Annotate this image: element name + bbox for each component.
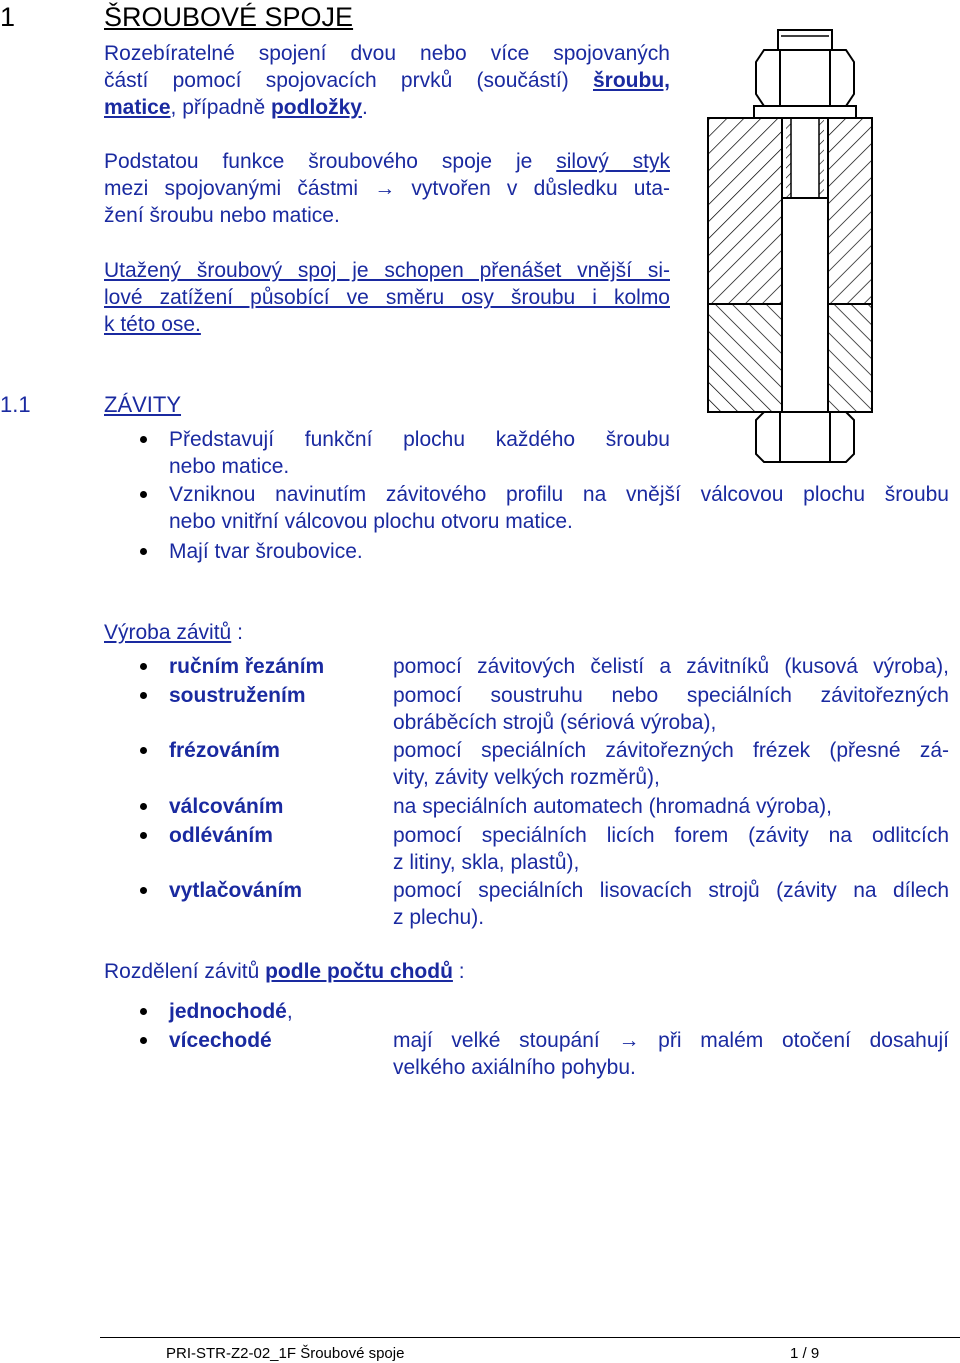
heading2-title: ZÁVITY — [104, 392, 182, 417]
para3-line-1: Utažený šroubový spoj je schopen přenášet vnější si- — [104, 259, 670, 282]
footer-document-id: PRI-STR-Z2-02_1F Šroubové spoje — [166, 1345, 405, 1362]
zavity-bullet-2-line-2: nebo vnitřní válcovou plochu otvoru matice. — [169, 510, 573, 533]
bolt-head — [756, 412, 854, 462]
vyroba-term: soustružením — [169, 684, 306, 707]
vyroba-desc-line-2: obráběcích strojů (sériová výroba), — [393, 711, 717, 734]
bullet-dot — [140, 436, 147, 443]
term-silovy-styk: silový styk — [556, 150, 670, 173]
vyroba-desc-line-2: z litiny, skla, plastů), — [393, 851, 580, 874]
intro-line-3: matice, případně podložky. — [104, 96, 368, 119]
upper-plate-left — [708, 118, 782, 304]
vyroba-desc-line-1: na speciálních automatech (hromadná výroba), — [393, 795, 832, 818]
heading1-number: 1 — [0, 2, 16, 32]
vyroba-term: válcováním — [169, 795, 284, 818]
intro-line-1: Rozebíratelné spojení dvou nebo více spojovaných — [104, 42, 670, 65]
washer — [754, 106, 856, 118]
zavity-bullet-1-line-1: Představují funkční plochu každého šroubu — [169, 428, 670, 451]
bullet-dot — [140, 747, 147, 754]
bullet-dot — [140, 803, 147, 810]
footer-rule — [100, 1337, 960, 1338]
rozdeleni-item-2-term: vícechodé — [169, 1029, 272, 1052]
intro-line-2: částí pomocí spojovacích prvků (součástí) šroubu, — [104, 69, 670, 92]
vyroba-desc-line-1: pomocí speciálních licích forem (závity na odlitcích — [393, 824, 949, 847]
bullet-dot — [140, 548, 147, 555]
rozdeleni-heading: Rozdělení závitů podle počtu chodů : — [104, 960, 465, 983]
heading2-number: 1.1 — [0, 392, 31, 417]
para2-line-2: mezi spojovanými částmi → vytvořen v důsledku uta- — [104, 177, 670, 200]
para3-line-2: lové zatížení působící ve směru osy šroubu i kolmo — [104, 286, 670, 309]
vyroba-term: vytlačováním — [169, 879, 303, 902]
bullet-dot — [140, 491, 147, 498]
lower-plate-left — [708, 304, 782, 412]
vyroba-desc-line-2: z plechu). — [393, 906, 485, 929]
bullet-dot — [140, 663, 147, 670]
rozdeleni-desc-line-1: mají velké stoupání → při malém otočení dosahují — [393, 1029, 949, 1052]
para2-line-3: žení šroubu nebo matice. — [104, 204, 340, 227]
bullet-dot — [140, 692, 147, 699]
para3-line-3: k této ose. — [104, 313, 201, 336]
term-matice: matice — [104, 96, 171, 119]
vyroba-desc-line-2: vity, závity velkých rozměrů), — [393, 766, 660, 789]
nut — [756, 50, 854, 106]
term-podlozky: podložky — [270, 96, 362, 119]
bullet-dot — [140, 1008, 147, 1015]
footer-page-number: 1 / 9 — [790, 1345, 820, 1362]
term-sroubu: šroubu, — [593, 69, 670, 92]
para2-line-1: Podstatou funkce šroubového spoje je silový styk — [104, 150, 670, 173]
vyroba-heading: Výroba závitů : — [104, 621, 243, 644]
upper-plate-right — [828, 118, 872, 304]
vyroba-term: frézováním — [169, 739, 280, 762]
vyroba-term: ručním řezáním — [169, 655, 325, 678]
bullet-dot — [140, 1037, 147, 1044]
bolt-end — [778, 30, 832, 50]
zavity-bullet-2-line-1: Vzniknou navinutím závitového profilu na vnější válcovou plochu šroubu — [169, 483, 949, 506]
term-podle-poctu-chodu: podle počtu chodů — [265, 960, 453, 983]
rozdeleni-desc-line-2: velkého axiálního pohybu. — [393, 1056, 636, 1079]
zavity-bullet-3: Mají tvar šroubovice. — [169, 540, 363, 563]
vyroba-desc-line-1: pomocí soustruhu nebo speciálních závitořezných — [393, 684, 949, 707]
zavity-bullet-1-line-2: nebo matice. — [169, 455, 290, 478]
lower-plate-right — [828, 304, 872, 412]
bullet-dot — [140, 832, 147, 839]
bullet-dot — [140, 887, 147, 894]
vyroba-desc-line-1: pomocí speciálních lisovacích strojů (závity na dílech — [393, 879, 949, 902]
vyroba-desc-line-1: pomocí speciálních závitořezných frézek (přesné zá- — [393, 739, 949, 762]
vyroba-desc-line-1: pomocí závitových čelistí a závitníků (kusová výroba), — [393, 655, 949, 678]
rozdeleni-item-1: jednochodé, — [169, 1000, 293, 1023]
vyroba-term: odléváním — [169, 824, 273, 847]
bolt-joint-drawing — [704, 22, 874, 464]
heading1-title: ŠROUBOVÉ SPOJE — [104, 2, 354, 32]
